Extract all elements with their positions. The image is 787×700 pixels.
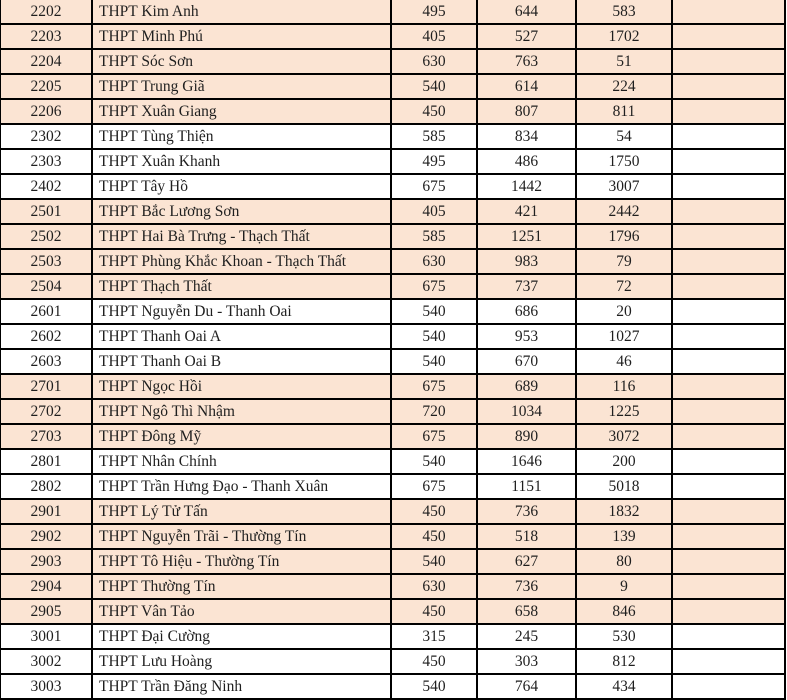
value-1-cell: 450 <box>391 499 477 524</box>
empty-cell <box>672 149 785 174</box>
empty-cell <box>672 124 785 149</box>
value-2-cell: 1034 <box>477 399 576 424</box>
value-3-cell: 20 <box>576 299 672 324</box>
school-code-cell: 2504 <box>0 274 92 299</box>
school-code-cell: 2203 <box>0 24 92 49</box>
school-name-cell: THPT Thanh Oai B <box>92 349 391 374</box>
school-name-cell: THPT Thường Tín <box>92 574 391 599</box>
value-2-cell: 764 <box>477 674 576 699</box>
value-2-cell: 689 <box>477 374 576 399</box>
school-name-cell: THPT Trần Hưng Đạo - Thanh Xuân <box>92 474 391 499</box>
empty-cell <box>672 174 785 199</box>
value-1-cell: 585 <box>391 124 477 149</box>
empty-cell <box>672 0 785 24</box>
table-row <box>0 649 785 674</box>
value-2-cell: 834 <box>477 124 576 149</box>
value-3-cell: 434 <box>576 674 672 699</box>
school-code-cell: 2902 <box>0 524 92 549</box>
value-2-cell: 614 <box>477 74 576 99</box>
value-2-cell: 736 <box>477 574 576 599</box>
empty-cell <box>672 499 785 524</box>
table-row <box>0 399 785 424</box>
value-1-cell: 495 <box>391 149 477 174</box>
value-3-cell: 80 <box>576 549 672 574</box>
value-2-cell: 763 <box>477 49 576 74</box>
school-code-cell: 2904 <box>0 574 92 599</box>
empty-cell <box>672 449 785 474</box>
empty-cell <box>672 549 785 574</box>
table-row <box>0 24 785 49</box>
school-name-cell: THPT Hai Bà Trưng - Thạch Thất <box>92 224 391 249</box>
value-3-cell: 5018 <box>576 474 672 499</box>
school-code-cell: 2903 <box>0 549 92 574</box>
school-name-cell: THPT Xuân Giang <box>92 99 391 124</box>
table-row <box>0 349 785 374</box>
value-1-cell: 585 <box>391 224 477 249</box>
school-name-cell: THPT Tô Hiệu - Thường Tín <box>92 549 391 574</box>
value-3-cell: 3072 <box>576 424 672 449</box>
table-row <box>0 499 785 524</box>
school-name-cell: THPT Vân Tảo <box>92 599 391 624</box>
value-1-cell: 675 <box>391 474 477 499</box>
value-3-cell: 3007 <box>576 174 672 199</box>
school-code-cell: 2703 <box>0 424 92 449</box>
school-name-cell: THPT Nguyễn Trãi - Thường Tín <box>92 524 391 549</box>
value-2-cell: 670 <box>477 349 576 374</box>
empty-cell <box>672 324 785 349</box>
school-code-cell: 2901 <box>0 499 92 524</box>
value-1-cell: 495 <box>391 0 477 24</box>
table-row <box>0 524 785 549</box>
school-name-cell: THPT Sóc Sơn <box>92 49 391 74</box>
value-2-cell: 1646 <box>477 449 576 474</box>
empty-cell <box>672 599 785 624</box>
school-name-cell: THPT Trung Giã <box>92 74 391 99</box>
empty-cell <box>672 374 785 399</box>
school-name-cell: THPT Minh Phú <box>92 24 391 49</box>
table-row <box>0 374 785 399</box>
value-2-cell: 644 <box>477 0 576 24</box>
school-code-cell: 2702 <box>0 399 92 424</box>
value-3-cell: 1796 <box>576 224 672 249</box>
table-row <box>0 0 785 24</box>
value-3-cell: 51 <box>576 49 672 74</box>
value-3-cell: 530 <box>576 624 672 649</box>
value-2-cell: 486 <box>477 149 576 174</box>
school-code-cell: 2402 <box>0 174 92 199</box>
empty-cell <box>672 74 785 99</box>
table-row <box>0 124 785 149</box>
value-2-cell: 1442 <box>477 174 576 199</box>
table-row <box>0 424 785 449</box>
value-2-cell: 737 <box>477 274 576 299</box>
school-code-cell: 2603 <box>0 349 92 374</box>
table-row <box>0 274 785 299</box>
school-name-cell: THPT Thanh Oai A <box>92 324 391 349</box>
value-3-cell: 583 <box>576 0 672 24</box>
table-row <box>0 149 785 174</box>
table-row <box>0 624 785 649</box>
table-row <box>0 249 785 274</box>
school-code-cell: 2303 <box>0 149 92 174</box>
school-code-cell: 2205 <box>0 74 92 99</box>
empty-cell <box>672 349 785 374</box>
value-1-cell: 540 <box>391 74 477 99</box>
school-name-cell: THPT Nhân Chính <box>92 449 391 474</box>
value-1-cell: 540 <box>391 324 477 349</box>
value-1-cell: 540 <box>391 349 477 374</box>
value-2-cell: 627 <box>477 549 576 574</box>
empty-cell <box>672 674 785 699</box>
value-2-cell: 983 <box>477 249 576 274</box>
school-code-cell: 2602 <box>0 324 92 349</box>
value-3-cell: 54 <box>576 124 672 149</box>
school-name-cell: THPT Kim Anh <box>92 0 391 24</box>
value-3-cell: 46 <box>576 349 672 374</box>
school-code-cell: 2905 <box>0 599 92 624</box>
empty-cell <box>672 199 785 224</box>
value-2-cell: 527 <box>477 24 576 49</box>
table-row <box>0 574 785 599</box>
value-1-cell: 540 <box>391 674 477 699</box>
school-name-cell: THPT Trần Đăng Ninh <box>92 674 391 699</box>
value-1-cell: 630 <box>391 574 477 599</box>
empty-cell <box>672 399 785 424</box>
empty-cell <box>672 99 785 124</box>
table-row <box>0 549 785 574</box>
empty-cell <box>672 224 785 249</box>
value-1-cell: 540 <box>391 299 477 324</box>
value-3-cell: 846 <box>576 599 672 624</box>
value-2-cell: 303 <box>477 649 576 674</box>
value-3-cell: 1750 <box>576 149 672 174</box>
table-row <box>0 674 785 699</box>
table-row <box>0 49 785 74</box>
school-name-cell: THPT Ngô Thì Nhậm <box>92 399 391 424</box>
table-row <box>0 174 785 199</box>
school-name-cell: THPT Đại Cường <box>92 624 391 649</box>
value-1-cell: 405 <box>391 24 477 49</box>
value-3-cell: 9 <box>576 574 672 599</box>
value-1-cell: 675 <box>391 374 477 399</box>
value-1-cell: 405 <box>391 199 477 224</box>
empty-cell <box>672 299 785 324</box>
school-name-cell: THPT Tùng Thiện <box>92 124 391 149</box>
value-3-cell: 1832 <box>576 499 672 524</box>
value-3-cell: 139 <box>576 524 672 549</box>
empty-cell <box>672 524 785 549</box>
table-row <box>0 199 785 224</box>
value-3-cell: 79 <box>576 249 672 274</box>
value-1-cell: 630 <box>391 49 477 74</box>
school-name-cell: THPT Tây Hồ <box>92 174 391 199</box>
school-code-cell: 3003 <box>0 674 92 699</box>
school-code-cell: 2204 <box>0 49 92 74</box>
value-1-cell: 315 <box>391 624 477 649</box>
value-1-cell: 540 <box>391 549 477 574</box>
empty-cell <box>672 49 785 74</box>
value-2-cell: 421 <box>477 199 576 224</box>
value-1-cell: 540 <box>391 449 477 474</box>
school-name-cell: THPT Nguyễn Du - Thanh Oai <box>92 299 391 324</box>
empty-cell <box>672 574 785 599</box>
value-1-cell: 450 <box>391 599 477 624</box>
empty-cell <box>672 474 785 499</box>
school-code-cell: 3002 <box>0 649 92 674</box>
school-code-cell: 2701 <box>0 374 92 399</box>
table-row <box>0 74 785 99</box>
value-2-cell: 890 <box>477 424 576 449</box>
school-code-cell: 2202 <box>0 0 92 24</box>
value-2-cell: 245 <box>477 624 576 649</box>
school-name-cell: THPT Lý Tử Tấn <box>92 499 391 524</box>
empty-cell <box>672 649 785 674</box>
value-3-cell: 116 <box>576 374 672 399</box>
value-2-cell: 736 <box>477 499 576 524</box>
table-row <box>0 224 785 249</box>
school-code-cell: 2501 <box>0 199 92 224</box>
table-row <box>0 99 785 124</box>
value-2-cell: 658 <box>477 599 576 624</box>
value-3-cell: 1027 <box>576 324 672 349</box>
value-2-cell: 807 <box>477 99 576 124</box>
empty-cell <box>672 624 785 649</box>
table-row <box>0 599 785 624</box>
value-1-cell: 675 <box>391 274 477 299</box>
value-1-cell: 450 <box>391 649 477 674</box>
value-2-cell: 1251 <box>477 224 576 249</box>
school-name-cell: THPT Thạch Thất <box>92 274 391 299</box>
school-code-cell: 2206 <box>0 99 92 124</box>
table-row <box>0 299 785 324</box>
value-1-cell: 675 <box>391 174 477 199</box>
value-2-cell: 686 <box>477 299 576 324</box>
value-3-cell: 1702 <box>576 24 672 49</box>
empty-cell <box>672 424 785 449</box>
value-2-cell: 1151 <box>477 474 576 499</box>
value-3-cell: 811 <box>576 99 672 124</box>
empty-cell <box>672 24 785 49</box>
value-3-cell: 72 <box>576 274 672 299</box>
school-name-cell: THPT Phùng Khắc Khoan - Thạch Thất <box>92 249 391 274</box>
table-row <box>0 449 785 474</box>
value-1-cell: 720 <box>391 399 477 424</box>
school-name-cell: THPT Ngọc Hồi <box>92 374 391 399</box>
school-code-cell: 2302 <box>0 124 92 149</box>
empty-cell <box>672 274 785 299</box>
value-1-cell: 450 <box>391 99 477 124</box>
school-name-cell: THPT Đông Mỹ <box>92 424 391 449</box>
value-3-cell: 812 <box>576 649 672 674</box>
value-2-cell: 518 <box>477 524 576 549</box>
table-row <box>0 474 785 499</box>
value-2-cell: 953 <box>477 324 576 349</box>
school-name-cell: THPT Xuân Khanh <box>92 149 391 174</box>
school-code-cell: 2801 <box>0 449 92 474</box>
school-code-cell: 2601 <box>0 299 92 324</box>
empty-cell <box>672 249 785 274</box>
value-3-cell: 224 <box>576 74 672 99</box>
school-name-cell: THPT Lưu Hoàng <box>92 649 391 674</box>
school-name-cell: THPT Bắc Lương Sơn <box>92 199 391 224</box>
value-3-cell: 1225 <box>576 399 672 424</box>
school-code-cell: 2802 <box>0 474 92 499</box>
school-code-cell: 2503 <box>0 249 92 274</box>
value-3-cell: 2442 <box>576 199 672 224</box>
school-code-cell: 2502 <box>0 224 92 249</box>
table-row <box>0 324 785 349</box>
value-3-cell: 200 <box>576 449 672 474</box>
value-1-cell: 675 <box>391 424 477 449</box>
value-1-cell: 630 <box>391 249 477 274</box>
value-1-cell: 450 <box>391 524 477 549</box>
school-code-cell: 3001 <box>0 624 92 649</box>
